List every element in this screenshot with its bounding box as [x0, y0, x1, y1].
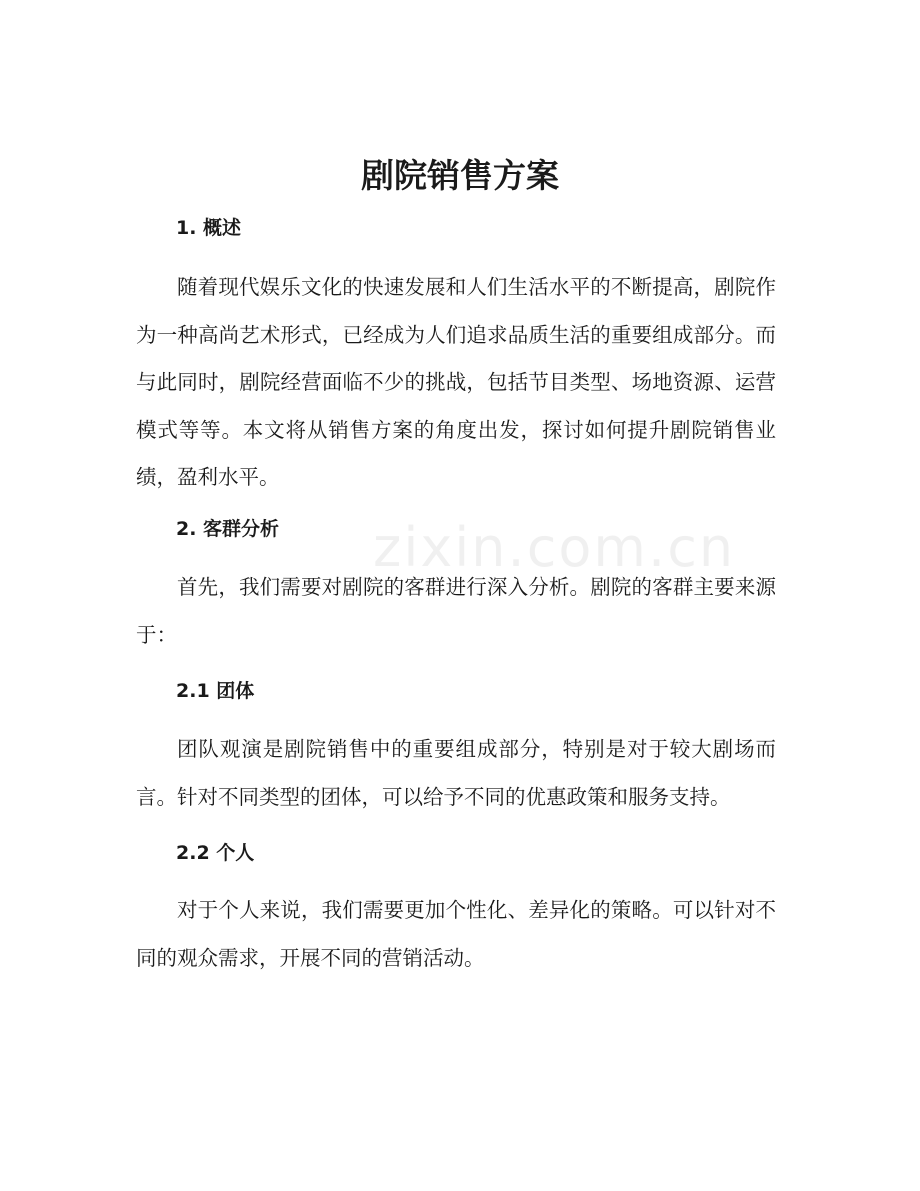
section-paragraph-overview: 随着现代娱乐文化的快速发展和人们生活水平的不断提高，剧院作为一种高尚艺术形式，已经成为人们追求品质生活的重要组成部分。而与此同时，剧院经营面临不少的挑战，包括节目类型、场地资源、运营模式等等。本文将从销售方案的角度出发，探讨如何提升剧院销售业绩，盈利水平。	[136, 275, 776, 489]
section-heading-groups: 2.1 团体	[176, 680, 255, 702]
section-heading-customer-analysis: 2. 客群分析	[176, 518, 280, 540]
section-paragraph-customer-analysis: 首先，我们需要对剧院的客群进行深入分析。剧院的客群主要来源于：	[136, 575, 776, 647]
section-paragraph-individuals: 对于个人来说，我们需要更加个性化、差异化的策略。可以针对不同的观众需求，开展不同的营销活动。	[136, 898, 776, 970]
section-paragraph-groups: 团队观演是剧院销售中的重要组成部分，特别是对于较大剧场而言。针对不同类型的团体，可以给予不同的优惠政策和服务支持。	[136, 737, 776, 809]
section-heading-individuals: 2.2 个人	[176, 842, 255, 864]
document-title: 剧院销售方案	[361, 156, 559, 195]
watermark: zixin.com.cn	[373, 516, 736, 579]
section-heading-overview: 1. 概述	[176, 217, 242, 239]
